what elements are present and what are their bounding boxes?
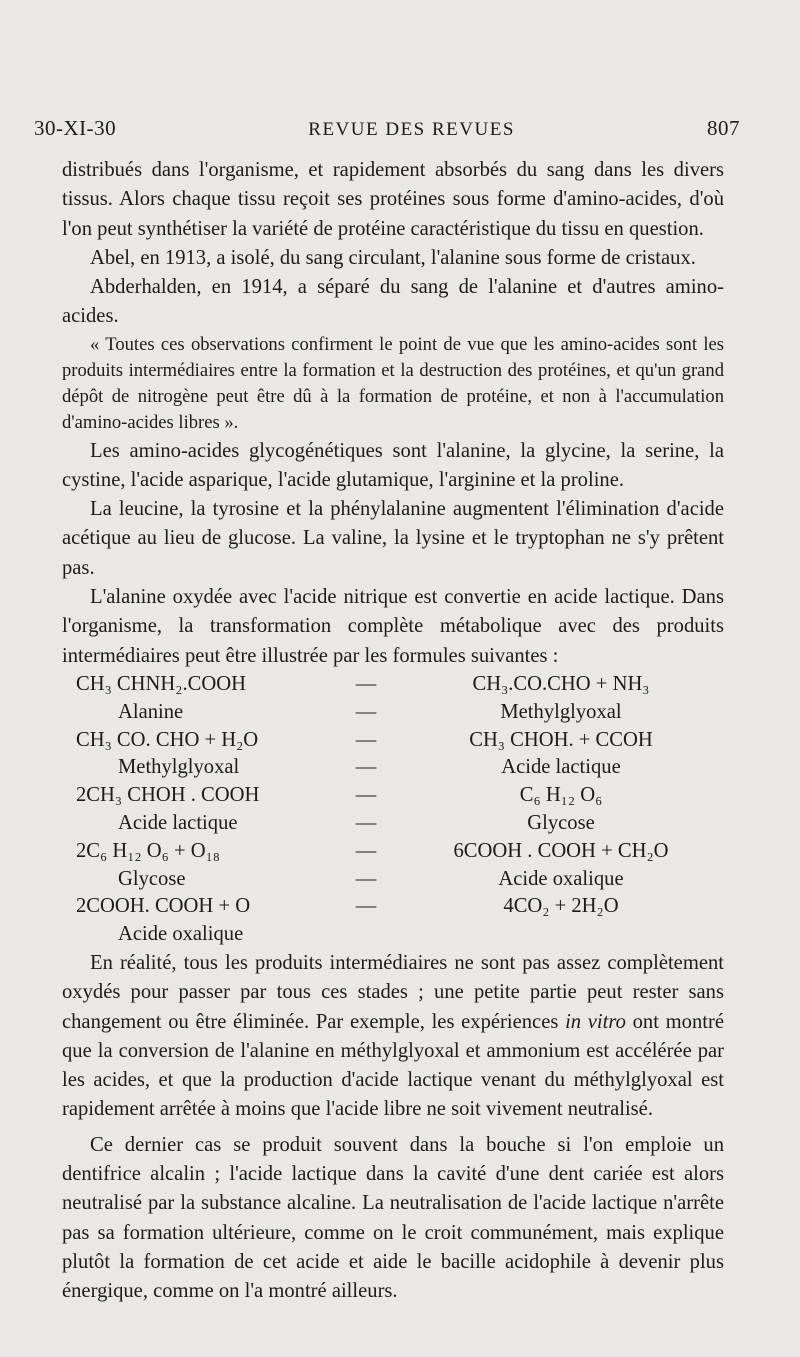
formula-right: CH₃.CO.CHO + NH₃ bbox=[472, 672, 650, 695]
paragraph: Abel, en 1913, a isolé, du sang circulant, l'alanine sous forme de cristaux. bbox=[90, 246, 696, 269]
paragraph: Ce dernier cas se produit souvent dans la bouche si l'on emploie un dentifrice alcalin ; l'acide lactique dans la cavité d'une dent cariée est alors neutralisé par la substance alcaline. La neutralisation de l'acide lactique n'arrête pas sa formation ultérieure, comme on le croit communément, mais explique plutôt la formation de cet acide et aide le bacille acidophile à devenir plus énergique, comme on l'a montré ailleurs. bbox=[62, 1133, 724, 1303]
paragraph: Abderhalden, en 1914, a séparé du sang de l'alanine et d'autres amino-acides. bbox=[62, 276, 724, 328]
formula-separator: — bbox=[355, 839, 377, 862]
page-number: 807 bbox=[707, 116, 740, 140]
formula-separator: — bbox=[355, 895, 377, 918]
formula-separator: — bbox=[355, 700, 377, 723]
formula-separator bbox=[324, 921, 408, 949]
text-run: ont montré que la conversion de l'alanine en méthylglyoxal et ammonium est accélérée par les acides, et que la production d'acide lactique venant du méthylglyoxal est rapidement arrêtée à moins que l'acide libre ne soit vivement neutralisé. bbox=[62, 1010, 724, 1121]
formula-right: 4CO₂ + 2H₂O bbox=[503, 895, 619, 918]
paragraph: distribués dans l'organisme, et rapidement absorbés du sang dans les divers tissus. Alors chaque tissu reçoit ses protéines sous forme d'amino-acides, d'où l'on peut synthétiser la variété de protéine caractéristique du tissu en question. bbox=[62, 159, 724, 240]
compound-name: Acide lactique bbox=[501, 756, 621, 779]
formula-separator: — bbox=[355, 756, 377, 779]
page-body bbox=[62, 156, 724, 1307]
compound-name: Acide oxalique bbox=[498, 867, 624, 890]
formula-separator: — bbox=[355, 811, 377, 834]
compound-name: Acide lactique bbox=[118, 811, 238, 834]
paragraph: La leucine, la tyrosine et la phénylalanine augmentent l'élimination d'acide acétique au lieu de glucose. La valine, la lysine et le tryptophan ne s'y prêtent pas. bbox=[62, 498, 724, 579]
compound-name: Methylglyoxal bbox=[118, 756, 240, 779]
formula-separator: — bbox=[355, 672, 377, 695]
formula-left: 2C₆ H₁₂ O₆ + O₁₈ bbox=[76, 839, 220, 862]
formula-left: CH₃ CHNH₂.COOH bbox=[76, 672, 246, 695]
running-header bbox=[34, 116, 740, 141]
italic-term: in vitro bbox=[565, 1010, 626, 1033]
formula-right bbox=[408, 921, 724, 949]
formula-separator: — bbox=[355, 867, 377, 890]
formula-right: C₆ H₁₂ O₆ bbox=[519, 784, 603, 807]
formula-left: CH₃ CO. CHO + H₂O bbox=[76, 728, 259, 751]
paragraph: L'alanine oxydée avec l'acide nitrique est convertie en acide lactique. Dans l'organisme, la transformation complète métabolique avec des produits intermédiaires peut être illustrée par les formules suivantes : bbox=[62, 586, 724, 667]
formula-left: 2COOH. COOH + O bbox=[76, 895, 251, 918]
header-date: 30-XI-30 bbox=[34, 116, 117, 140]
quotation: « Toutes ces observations confirment le point de vue que les amino-acides sont les produits intermédiaires entre la formation et la destruction des protéines, et qu'un grand dépôt de nitrogène peut être dû à la formation de protéine, et non à l'accumulation d'amino-acides libres ». bbox=[62, 333, 724, 434]
paragraph: Les amino-acides glycogénétiques sont l'alanine, la glycine, la serine, la cystine, l'acide asparique, l'acide glutamique, l'arginine et la proline. bbox=[62, 439, 724, 491]
compound-name: Glycose bbox=[118, 867, 186, 890]
paragraph-in-vitro bbox=[62, 949, 724, 1125]
compound-name: Alanine bbox=[118, 700, 184, 723]
formula-table bbox=[62, 671, 724, 949]
compound-name: Methylglyoxal bbox=[500, 700, 622, 723]
compound-name: Glycose bbox=[527, 811, 595, 834]
formula-separator: — bbox=[355, 728, 377, 751]
formula-right: 6COOH . COOH + CH₂O bbox=[453, 839, 669, 862]
formula-right: CH₃ CHOH. + CCOH bbox=[469, 728, 653, 751]
formula-left: 2CH₃ CHOH . COOH bbox=[76, 784, 260, 807]
text-run: En réalité, tous les produits intermédiaires ne sont pas assez complètement oxydés pour passer par tous ces stades ; une petite partie peut rester sans changement ou être éliminée. Par exemple, les expériences bbox=[62, 951, 724, 1033]
formula-separator: — bbox=[355, 784, 377, 807]
compound-name: Acide oxalique bbox=[118, 923, 244, 946]
journal-title: REVUE DES REVUES bbox=[308, 119, 515, 140]
